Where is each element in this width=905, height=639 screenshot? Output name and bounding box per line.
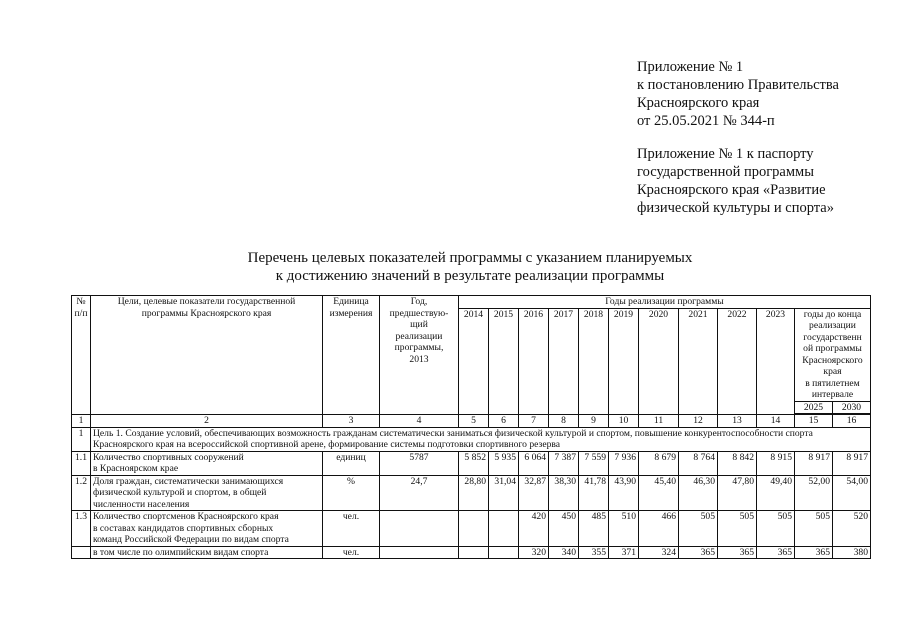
- unit-cell: чел.: [323, 511, 380, 547]
- value-cell: 5 935: [489, 451, 519, 475]
- column-number: 16: [833, 415, 871, 428]
- value-cell: 54,00: [833, 475, 871, 511]
- value-cell: 380: [833, 546, 871, 559]
- appendix-line: Красноярского края: [637, 95, 760, 111]
- header-year: 2019: [609, 308, 639, 415]
- value-cell: 340: [549, 546, 579, 559]
- header-year: 2020: [639, 308, 679, 415]
- value-cell: 365: [757, 546, 795, 559]
- table-row: [72, 546, 871, 559]
- value-cell: 505: [795, 511, 833, 547]
- column-number: 10: [609, 415, 639, 428]
- header-years-group: Годы реализации программы: [459, 296, 871, 309]
- value-cell: 52,00: [795, 475, 833, 511]
- value-cell: 365: [795, 546, 833, 559]
- column-number: 4: [380, 415, 459, 428]
- column-number: 8: [549, 415, 579, 428]
- indicator-name: Количество спортсменов Красноярского края в составах кандидатов спортивных сборных команд Российской Федерации по видам спорта: [91, 511, 323, 547]
- table-row: [72, 451, 871, 475]
- title-line: к достижению значений в результате реализации программы: [275, 268, 665, 284]
- value-cell: 8 917: [833, 451, 871, 475]
- appendix-line: к постановлению Правительства: [637, 77, 839, 93]
- value-cell: 5 852: [459, 451, 489, 475]
- value-cell: 450: [549, 511, 579, 547]
- value-cell: 466: [639, 511, 679, 547]
- header-end-year: 2030: [833, 401, 871, 414]
- header-year: 2023: [757, 308, 795, 415]
- value-cell: [489, 511, 519, 547]
- value-cell: 7 936: [609, 451, 639, 475]
- table-row: [72, 475, 871, 511]
- header-unit: Единица измерения: [323, 296, 380, 415]
- header-year: 2015: [489, 308, 519, 415]
- value-cell: 31,04: [489, 475, 519, 511]
- header-end-year: 2025: [795, 401, 833, 414]
- prev-year-value: 24,7: [380, 475, 459, 511]
- unit-cell: единиц: [323, 451, 380, 475]
- indicator-name: Количество спортивных сооружений в Красноярском крае: [91, 451, 323, 475]
- column-number: 14: [757, 415, 795, 428]
- value-cell: 7 559: [579, 451, 609, 475]
- column-number: 1: [72, 415, 91, 428]
- goal-row: [72, 427, 871, 451]
- value-cell: 49,40: [757, 475, 795, 511]
- prev-year-value: [380, 546, 459, 559]
- header-year: 2018: [579, 308, 609, 415]
- header-year: 2022: [718, 308, 757, 415]
- value-cell: 365: [718, 546, 757, 559]
- header-year: 2014: [459, 308, 489, 415]
- column-number: 7: [519, 415, 549, 428]
- value-cell: [459, 546, 489, 559]
- header-row: [72, 296, 871, 309]
- value-cell: 28,80: [459, 475, 489, 511]
- value-cell: 324: [639, 546, 679, 559]
- column-number: 3: [323, 415, 380, 428]
- unit-cell: чел.: [323, 546, 380, 559]
- indicator-name: Доля граждан, систематически занимающихся физической культурой и спортом, в общей численности населения: [91, 475, 323, 511]
- value-cell: 505: [679, 511, 718, 547]
- appendix-line: Красноярского края «Развитие: [637, 182, 826, 198]
- value-cell: 355: [579, 546, 609, 559]
- value-cell: 420: [519, 511, 549, 547]
- header-year: 2016: [519, 308, 549, 415]
- value-cell: 8 842: [718, 451, 757, 475]
- value-cell: 43,90: [609, 475, 639, 511]
- column-number: 6: [489, 415, 519, 428]
- appendix-2-block: [637, 145, 897, 217]
- value-cell: 32,87: [519, 475, 549, 511]
- value-cell: 520: [833, 511, 871, 547]
- value-cell: 8 764: [679, 451, 718, 475]
- table-row: [72, 511, 871, 547]
- appendix-line: Приложение № 1 к паспорту: [637, 146, 814, 162]
- appendix-line: от 25.05.2021 № 344-п: [637, 113, 775, 129]
- row-number: 1.3: [72, 511, 91, 547]
- prev-year-value: [380, 511, 459, 547]
- value-cell: 510: [609, 511, 639, 547]
- value-cell: 505: [757, 511, 795, 547]
- header-to-end: годы до конца реализации государственн ой программы Красноярского края в пятилетнем интервале: [795, 308, 871, 401]
- page-title: [0, 249, 905, 285]
- header-no: № п/п: [72, 296, 91, 415]
- value-cell: 320: [519, 546, 549, 559]
- header-year: 2021: [679, 308, 718, 415]
- column-number: 11: [639, 415, 679, 428]
- column-number: 12: [679, 415, 718, 428]
- row-number: 1.1: [72, 451, 91, 475]
- header-year: 2017: [549, 308, 579, 415]
- row-number: 1.2: [72, 475, 91, 511]
- value-cell: 47,80: [718, 475, 757, 511]
- goal-text: Цель 1. Создание условий, обеспечивающих возможность гражданам систематически заниматься физической культурой и спортом, повышение конкурентоспособности спорта Красноярского края на всероссийской спортивной арене, формирование системы подготовки спортивного резерва: [91, 427, 871, 451]
- value-cell: 365: [679, 546, 718, 559]
- appendix-line: физической культуры и спорта»: [637, 200, 834, 216]
- indicator-name: в том числе по олимпийским видам спорта: [91, 546, 323, 559]
- column-number: 9: [579, 415, 609, 428]
- prev-year-value: 5787: [380, 451, 459, 475]
- target-indicators-table: [71, 295, 871, 559]
- column-number: 15: [795, 415, 833, 428]
- value-cell: [459, 511, 489, 547]
- header-goals: Цели, целевые показатели государственной программы Красноярского края: [91, 296, 323, 415]
- value-cell: 45,40: [639, 475, 679, 511]
- row-number: [72, 546, 91, 559]
- appendix-line: Приложение № 1: [637, 59, 744, 75]
- value-cell: 8 915: [757, 451, 795, 475]
- value-cell: [489, 546, 519, 559]
- value-cell: 6 064: [519, 451, 549, 475]
- value-cell: 485: [579, 511, 609, 547]
- unit-cell: %: [323, 475, 380, 511]
- value-cell: 38,30: [549, 475, 579, 511]
- column-number: 5: [459, 415, 489, 428]
- appendix-line: государственной программы: [637, 164, 814, 180]
- value-cell: 371: [609, 546, 639, 559]
- value-cell: 505: [718, 511, 757, 547]
- value-cell: 46,30: [679, 475, 718, 511]
- column-number: 13: [718, 415, 757, 428]
- value-cell: 8 917: [795, 451, 833, 475]
- column-number: 2: [91, 415, 323, 428]
- appendix-1-block: [637, 58, 897, 130]
- goal-number: 1: [72, 427, 91, 451]
- value-cell: 7 387: [549, 451, 579, 475]
- column-numbers-row: [72, 415, 871, 428]
- title-line: Перечень целевых показателей программы с указанием планируемых: [247, 250, 693, 266]
- value-cell: 8 679: [639, 451, 679, 475]
- header-prev-year: Год, предшествую- щий реализации программы, 2013: [380, 296, 459, 415]
- value-cell: 41,78: [579, 475, 609, 511]
